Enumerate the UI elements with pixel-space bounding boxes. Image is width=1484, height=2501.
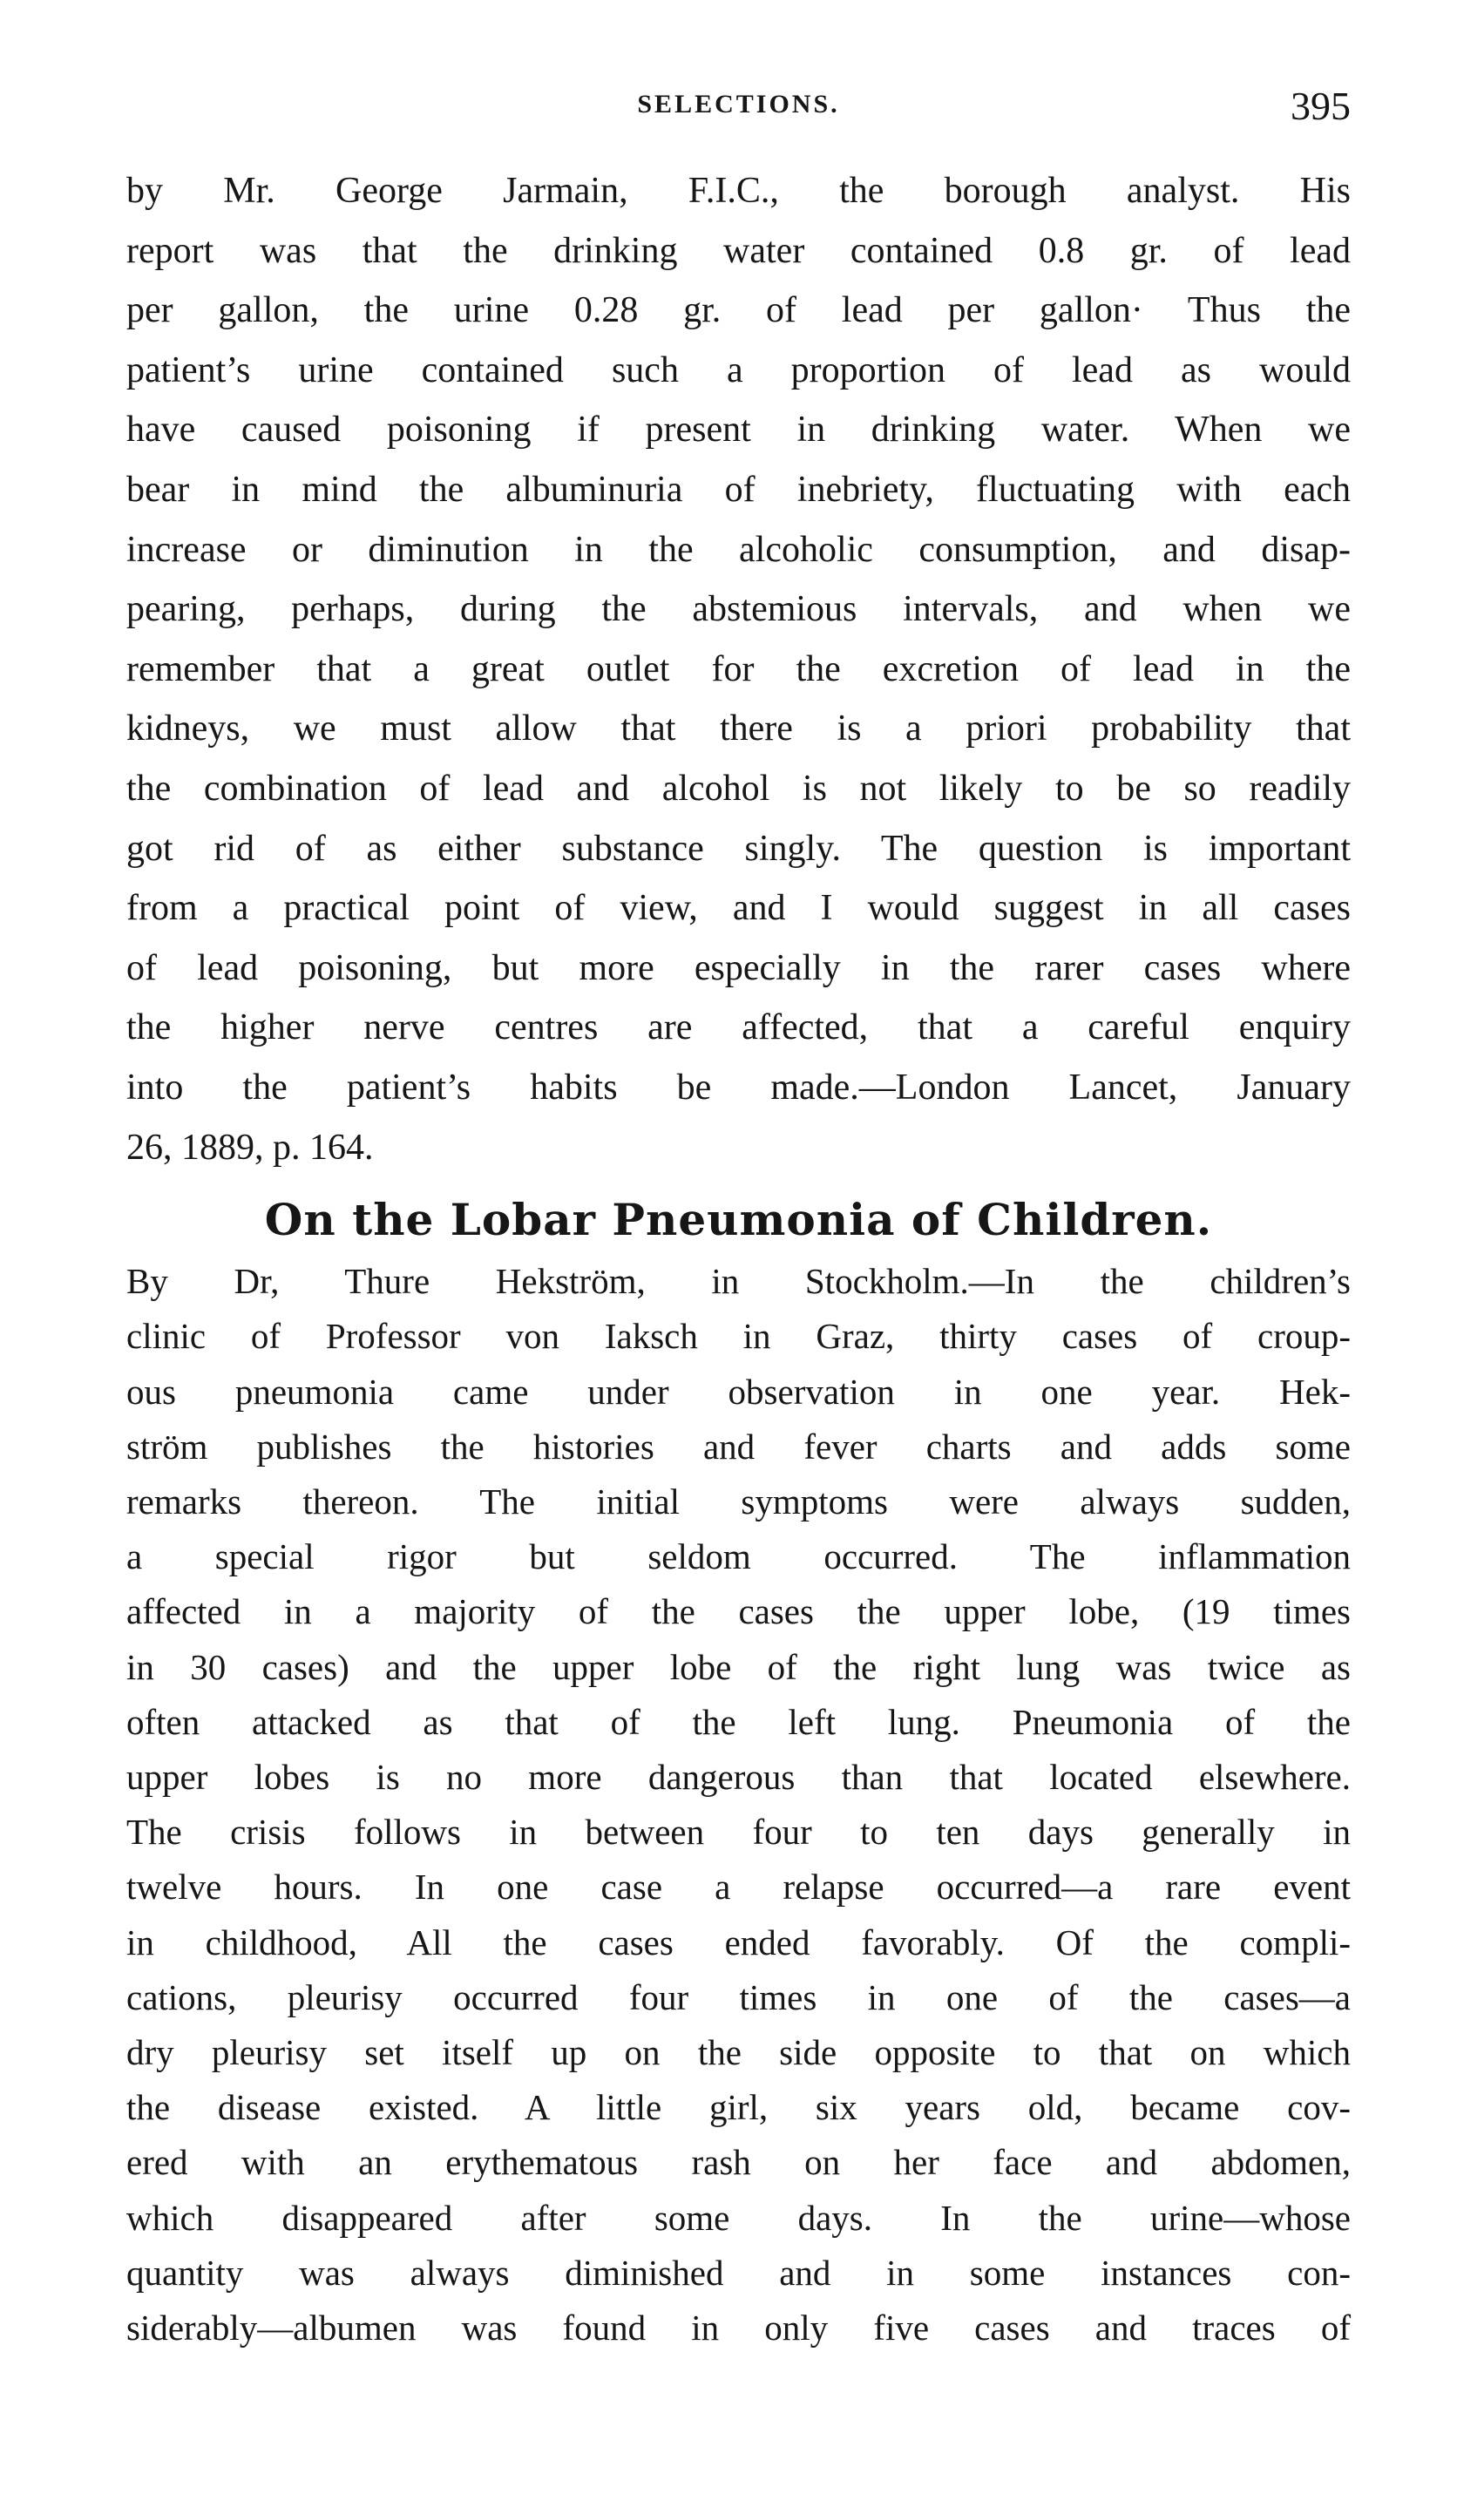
page-number: 395 [1291, 84, 1351, 128]
book-page [126, 83, 1351, 2355]
section-heading: On the Lobar Pneumonia of Children. [264, 1194, 1213, 1246]
text-line: ström publishes the histories and fever charts and adds some [126, 1426, 1351, 1467]
text-line: got rid of as either substance singly. The question is important [126, 828, 1351, 869]
text-line: the higher nerve centres are affected, that a careful enquiry [126, 1007, 1351, 1048]
text-line: report was that the drinking water contained 0.8 gr. of lead [126, 230, 1351, 271]
paragraph-lobar-pneumonia [126, 1254, 1351, 2355]
text-line: cations, pleurisy occurred four times in one of the cases—a [126, 1976, 1351, 2017]
text-line: patient’s urine contained such a proportion of lead as would [126, 349, 1351, 390]
running-head: SELECTIONS. [637, 90, 840, 119]
text-line: of lead poisoning, but more especially in the rarer cases where [126, 947, 1351, 988]
text-line: in childhood, All the cases ended favorably. Of the compli- [126, 1922, 1351, 1962]
text-line: which disappeared after some days. In the urine—whose [126, 2197, 1351, 2238]
text-line: remarks thereon. The initial symptoms were always sudden, [126, 1481, 1351, 1522]
page-header [126, 83, 1351, 139]
text-line: quantity was always diminished and in some instances con- [126, 2252, 1351, 2293]
text-line: ous pneumonia came under observation in one year. Hek- [126, 1371, 1351, 1412]
text-line: kidneys, we must allow that there is a priori probability that [126, 708, 1351, 749]
paragraph-lead-poisoning [126, 161, 1351, 1177]
text-line: dry pleurisy set itself up on the side opposite to that on which [126, 2031, 1351, 2072]
text-line: ered with an erythematous rash on her face and abdomen, [126, 2142, 1351, 2183]
text-line: in 30 cases) and the upper lobe of the right lung was twice as [126, 1646, 1351, 1687]
text-line: per gallon, the urine 0.28 gr. of lead per gallon· Thus the [126, 290, 1351, 331]
text-line: the combination of lead and alcohol is not likely to be so readily [126, 768, 1351, 809]
text-line: The crisis follows in between four to ten days generally in [126, 1812, 1351, 1853]
text-line: a special rigor but seldom occurred. The inflammation [126, 1536, 1351, 1577]
text-line: upper lobes is no more dangerous than that located elsewhere. [126, 1756, 1351, 1797]
text-line: By Dr, Thure Hekström, in Stockholm.—In the children’s [126, 1261, 1351, 1302]
text-line: from a practical point of view, and I would suggest in all cases [126, 888, 1351, 929]
text-line: have caused poisoning if present in drinking water. When we [126, 410, 1351, 451]
text-line: 26, 1889, p. 164. [126, 1127, 374, 1168]
text-line: by Mr. George Jarmain, F.I.C., the borough analyst. His [126, 171, 1351, 211]
text-line: siderably—albumen was found in only five cases and traces of [126, 2307, 1351, 2348]
text-line: the disease existed. A little girl, six years old, became cov- [126, 2087, 1351, 2128]
text-line: bear in mind the albuminuria of inebriety, fluctuating with each [126, 469, 1351, 510]
text-line: into the patient’s habits be made.—London Lancet, January [126, 1067, 1351, 1108]
text-line: clinic of Professor von Iaksch in Graz, thirty cases of croup- [126, 1316, 1351, 1357]
text-line: pearing, perhaps, during the abstemious intervals, and when we [126, 589, 1351, 630]
text-line: remember that a great outlet for the excretion of lead in the [126, 648, 1351, 689]
text-line: affected in a majority of the cases the upper lobe, (19 times [126, 1591, 1351, 1632]
text-line: twelve hours. In one case a relapse occurred—a rare event [126, 1867, 1351, 1908]
text-line: increase or diminution in the alcoholic consumption, and disap- [126, 529, 1351, 570]
text-line: often attacked as that of the left lung. Pneumonia of the [126, 1701, 1351, 1742]
